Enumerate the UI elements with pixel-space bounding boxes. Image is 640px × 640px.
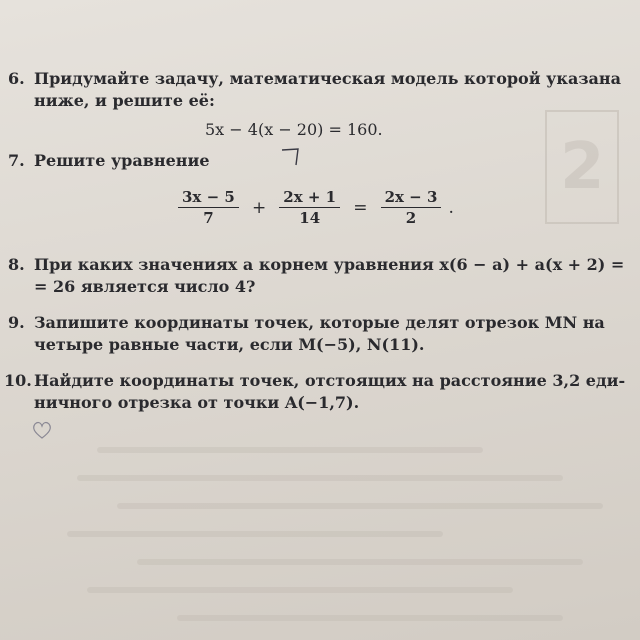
pen-mark-icon bbox=[280, 146, 302, 168]
bleed-through-text-texture bbox=[60, 440, 620, 630]
problem-7-equation bbox=[178, 188, 462, 227]
numerator: 3x − 5 bbox=[178, 188, 239, 208]
problem-text: Найдите координаты точек, отстоящих на расстояние 3,2 еди- bbox=[34, 371, 626, 390]
numerator: 2x + 1 bbox=[279, 188, 340, 208]
fraction bbox=[279, 188, 340, 227]
plus-sign: + bbox=[251, 197, 267, 218]
problem-number: 10. bbox=[4, 371, 32, 390]
problem-number: 8. bbox=[8, 255, 25, 274]
denominator: 7 bbox=[203, 209, 214, 227]
problem-text: При каких значениях a корнем уравнения x(6 − a) + a(x + 2) = bbox=[34, 255, 625, 274]
equals-sign: = bbox=[353, 197, 368, 218]
problem-7 bbox=[8, 150, 210, 172]
problem-number: 6. bbox=[8, 69, 25, 88]
problem-9 bbox=[8, 312, 605, 356]
numerator: 2x − 3 bbox=[381, 188, 442, 208]
problem-text: Запишите координаты точек, которые делят отрезок MN на bbox=[34, 313, 605, 332]
problem-text: Решите уравнение bbox=[34, 151, 210, 170]
heart-doodle-icon bbox=[30, 420, 54, 440]
problem-text: ниже, и решите её: bbox=[34, 91, 215, 110]
denominator: 14 bbox=[299, 209, 321, 227]
problem-text: Придумайте задачу, математическая модель которой указана bbox=[34, 69, 621, 88]
problem-number: 9. bbox=[8, 313, 25, 332]
problem-10 bbox=[4, 370, 625, 414]
bleed-through-chapter-number: 2 bbox=[560, 130, 605, 204]
problem-6 bbox=[8, 68, 621, 112]
problem-number: 7. bbox=[8, 151, 25, 170]
period: . bbox=[448, 197, 454, 218]
fraction bbox=[178, 188, 239, 227]
problem-8 bbox=[8, 254, 624, 298]
problem-text: четыре равные части, если M(−5), N(11). bbox=[34, 335, 425, 354]
denominator: 2 bbox=[405, 209, 417, 227]
fraction bbox=[381, 188, 442, 227]
problem-text: = 26 является число 4? bbox=[34, 277, 256, 296]
problem-6-equation: 5x − 4(x − 20) = 160. bbox=[205, 120, 383, 139]
problem-text: ничного отрезка от точки A(−1,7). bbox=[34, 393, 360, 412]
